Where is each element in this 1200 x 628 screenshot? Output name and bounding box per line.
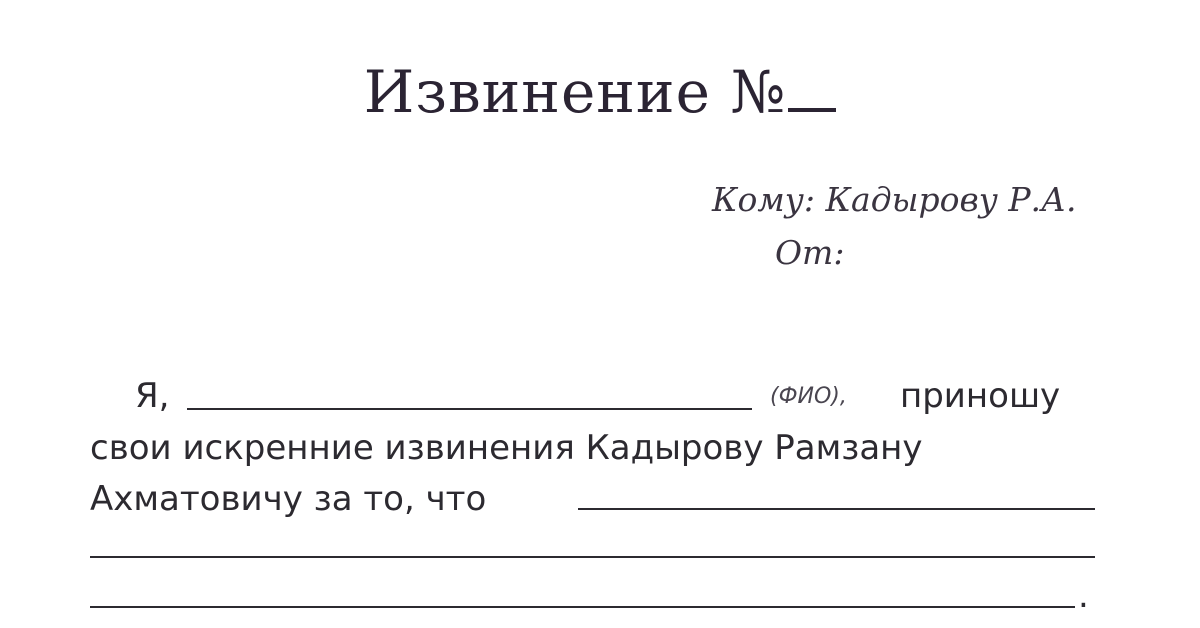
title-text: Извинение № [363, 58, 787, 126]
reason-blank-line-3[interactable] [90, 606, 1075, 608]
reason-blank-line-1[interactable] [578, 508, 1095, 510]
reason-blank-line-2[interactable] [90, 556, 1095, 558]
fio-blank-line[interactable] [187, 408, 752, 410]
paragraph-first-line-end: приношу [900, 376, 1061, 416]
number-blank[interactable] [788, 64, 836, 112]
end-period: . [1078, 576, 1089, 616]
sender-line: От: [775, 233, 845, 272]
fio-hint: (ФИО), [770, 384, 847, 409]
document-title [0, 58, 1200, 126]
paragraph-start: Я, [135, 376, 170, 416]
paragraph-second-line: свои искренние извинения Кадырову Рамзану [90, 428, 923, 468]
recipient-line: Кому: Кадырову Р.А. [712, 180, 1077, 219]
paragraph-third-line: Ахматовичу за то, что [90, 479, 487, 519]
